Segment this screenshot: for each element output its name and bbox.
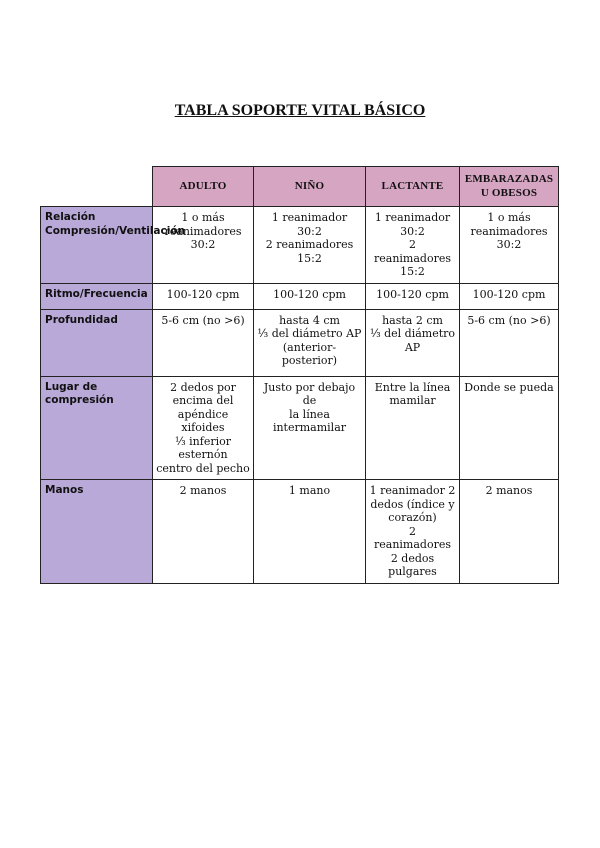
table-cell: Donde se pueda <box>460 376 559 480</box>
row-header-lugar: Lugar de compresión <box>41 376 153 480</box>
table-row <box>41 480 559 584</box>
row-header-ritmo: Ritmo/Frecuencia <box>41 283 153 309</box>
table-cell: 100-120 cpm <box>460 283 559 309</box>
table-cell: Entre la línea mamilar <box>366 376 460 480</box>
table-row <box>41 376 559 480</box>
table-cell: 100-120 cpm <box>153 283 254 309</box>
row-header-profundidad: Profundidad <box>41 309 153 376</box>
table-cell: Justo por debajo de la línea intermamilar <box>254 376 366 480</box>
table-corner <box>41 167 153 207</box>
table-cell: 2 manos <box>460 480 559 584</box>
table-cell: 5-6 cm (no >6) <box>460 309 559 376</box>
table-cell: hasta 2 cm ⅓ del diámetro AP <box>366 309 460 376</box>
table-cell: 5-6 cm (no >6) <box>153 309 254 376</box>
table-cell: 2 manos <box>153 480 254 584</box>
table-cell: 1 reanimador 30:2 2 reanimadores 15:2 <box>366 207 460 284</box>
column-header-embarazadas: EMBARAZADAS U OBESOS <box>460 167 559 207</box>
table-row <box>41 207 559 284</box>
column-header-nino: NIÑO <box>254 167 366 207</box>
table-cell: 2 dedos por encima del apéndice xifoides ⅓ inferior esternón centro del pecho <box>153 376 254 480</box>
page-title: TABLA SOPORTE VITAL BÁSICO <box>174 102 426 119</box>
column-header-adulto: ADULTO <box>153 167 254 207</box>
table-cell: 1 reanimador 30:2 2 reanimadores 15:2 <box>254 207 366 284</box>
table-cell: 100-120 cpm <box>366 283 460 309</box>
column-header-lactante: LACTANTE <box>366 167 460 207</box>
row-header-relacion: Relación Compresión/Ventilación <box>41 207 153 284</box>
table-cell: 1 reanimador 2 dedos (índice y corazón) 2 reanimadores 2 dedos pulgares <box>366 480 460 584</box>
table-cell: 1 o más reanimadores 30:2 <box>153 207 254 284</box>
table-cell: 100-120 cpm <box>254 283 366 309</box>
table-row <box>41 309 559 376</box>
row-header-manos: Manos <box>41 480 153 584</box>
bls-table <box>40 166 559 584</box>
header-row <box>41 167 559 207</box>
table-cell: 1 mano <box>254 480 366 584</box>
table-row <box>41 283 559 309</box>
table-cell: 1 o más reanimadores 30:2 <box>460 207 559 284</box>
table-cell: hasta 4 cm ⅓ del diámetro AP (anterior-posterior) <box>254 309 366 376</box>
